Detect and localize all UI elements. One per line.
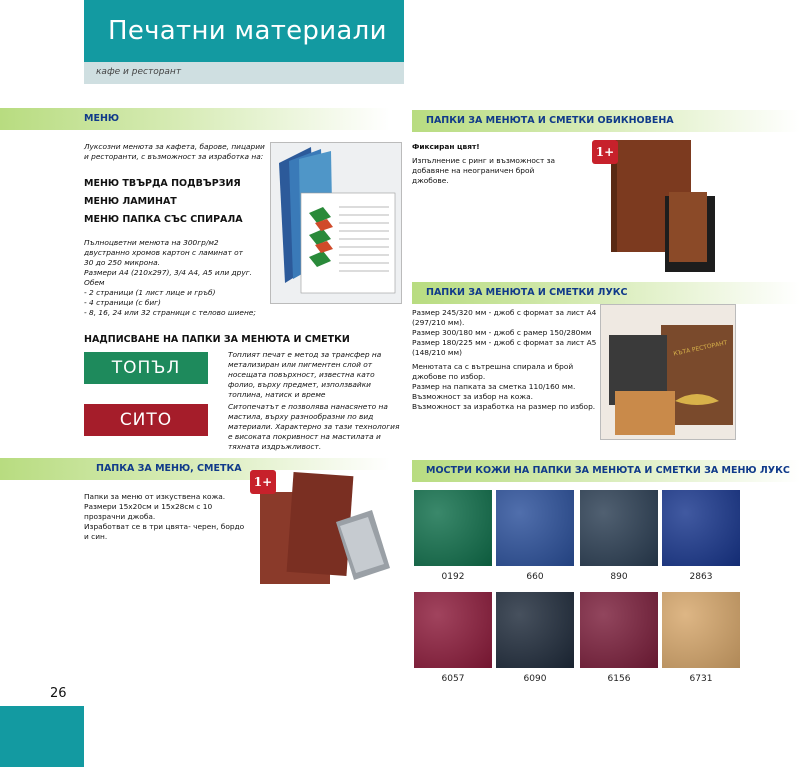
page-title: Печатни материали — [108, 16, 387, 46]
menu-detail-line: двустранно хромов картон с ламинат от — [84, 248, 243, 257]
swatch-code: 6731 — [689, 674, 713, 684]
folder-detail-line: Изработват се в три цвята- черен, бордо и син. — [84, 522, 245, 541]
labeling-heading: НАДПИСВАНЕ НА ПАПКИ ЗА МЕНЮТА И СМЕТКИ — [84, 334, 350, 345]
hot-stamp-text: Топлият печат е метод за трансфер на метализиран или пигментен слой от носещата повърхност, известна като фолио, върху предмет, използвайки топлина, натиск и време — [228, 350, 382, 399]
lux-size-line: Размер 180/225 мм - джоб с формат за лист А5 (148/210 мм) — [412, 338, 597, 357]
lux-note-line: Възможност за изработка на размер по избор. — [412, 402, 596, 411]
menu-intro: Луксозни менюта за кафета, барове, пицарии и ресторанти, с възможност за изработка на: — [84, 142, 265, 161]
lux-photo — [600, 304, 736, 440]
ordinary-section-heading: ПАПКИ ЗА МЕНЮТА И СМЕТКИ ОБИКНОВЕНА — [426, 115, 674, 126]
samples-section-bar — [412, 460, 800, 482]
lux-folder-label: КЪТА РЕСТОРАНТ — [672, 339, 728, 358]
lux-note-line: Размер на папката за сметка 110/160 мм. — [412, 382, 576, 391]
leather-swatch — [662, 592, 740, 668]
lux-size-line: Размер 245/320 мм - джоб с формат за лист А4 (297/210 мм). — [412, 308, 597, 327]
menu-detail-line: - 2 страници (1 лист лице и гръб) — [84, 288, 216, 297]
menu-type-laminate: МЕНЮ ЛАМИНАТ — [84, 196, 177, 207]
lux-section-heading: ПАПКИ ЗА МЕНЮТА И СМЕТКИ ЛУКС — [426, 287, 628, 298]
lux-size-line: Размер 300/180 мм - джоб с рамер 150/280мм — [412, 328, 592, 337]
lux-note-line: Възможност за избор на кожа. — [412, 392, 533, 401]
samples-section-heading: МОСТРИ КОЖИ НА ПАПКИ ЗА МЕНЮТА И СМЕТКИ ЗА МЕНЮ ЛУКС — [426, 465, 790, 476]
menu-detail-line: Обем — [84, 278, 105, 287]
swatch-code: 6057 — [441, 674, 465, 684]
ordinary-fixed-color: Фиксиран цвят! — [412, 142, 480, 151]
menu-details — [84, 238, 274, 318]
leather-swatch — [414, 592, 492, 668]
page-subheader — [84, 62, 404, 84]
folder-section-heading: ПАПКА ЗА МЕНЮ, СМЕТКА — [96, 463, 242, 474]
ordinary-section-bar — [412, 110, 800, 132]
lux-sizes — [412, 308, 598, 358]
leather-swatch — [580, 592, 658, 668]
swatch-code: 6156 — [607, 674, 631, 684]
menu-detail-line: Размери А4 (210x297), 3/4 A4, A5 или друг. — [84, 268, 252, 277]
corner-block — [0, 706, 84, 767]
ordinary-photo — [605, 136, 731, 278]
lux-notes — [412, 362, 598, 412]
menu-section-bar — [0, 108, 390, 130]
hot-stamp-sample — [84, 352, 208, 384]
leather-swatch — [496, 592, 574, 668]
page-number: 26 — [50, 686, 67, 701]
folder-detail-line: Папки за меню от изкуствена кожа. — [84, 492, 226, 501]
swatch-code: 6090 — [523, 674, 547, 684]
swatch-code: 660 — [526, 572, 544, 582]
leather-swatch — [662, 490, 740, 566]
swatch-code: 0192 — [441, 572, 465, 582]
ordinary-details: Изпълнение с ринг и възможност за добавяне на неограничен брой джобове. — [412, 156, 556, 185]
hot-stamp-label: ТОПЪЛ — [111, 358, 181, 378]
silkscreen-label: СИТО — [119, 410, 173, 430]
leather-swatch — [496, 490, 574, 566]
menu-detail-line: - 8, 16, 24 или 32 страници с телово шиене; — [84, 308, 256, 317]
leather-swatch — [414, 490, 492, 566]
lux-note-line: Менютата са с вътрешна спирала и брой джобове по избор. — [412, 362, 574, 381]
page-subtitle: кафе и ресторант — [96, 67, 182, 77]
folder-badge: 1+ — [250, 470, 276, 494]
ordinary-badge: 1+ — [592, 140, 618, 164]
menu-type-hard: МЕНЮ ТВЪРДА ПОДВЪРЗИЯ — [84, 178, 241, 189]
menu-section-heading: МЕНЮ — [84, 113, 120, 124]
folder-details — [84, 492, 249, 542]
menu-type-spiral: МЕНЮ ПАПКА СЪС СПИРАЛА — [84, 214, 243, 225]
menu-detail-line: 30 до 250 микрона. — [84, 258, 160, 267]
leather-swatch — [580, 490, 658, 566]
page-header — [84, 0, 404, 62]
silkscreen-text: Ситопечатът е позволява нанасянето на мастила, върху разнообразни по вид материали. Характерно за тази технология е високата покривност на мастилата и тяхната издръжливост. — [228, 402, 400, 451]
menu-detail-line: - 4 страници (с биг) — [84, 298, 161, 307]
menu-photo — [270, 142, 402, 304]
swatch-code: 2863 — [689, 572, 713, 582]
swatch-code: 890 — [610, 572, 628, 582]
folder-detail-line: Размери 15x20см и 15x28см с 10 прозрачни джоба. — [84, 502, 213, 521]
lux-section-bar — [412, 282, 800, 304]
silkscreen-sample — [84, 404, 208, 436]
menu-detail-line: Пълноцветни менюта на 300гр/м2 — [84, 238, 219, 247]
